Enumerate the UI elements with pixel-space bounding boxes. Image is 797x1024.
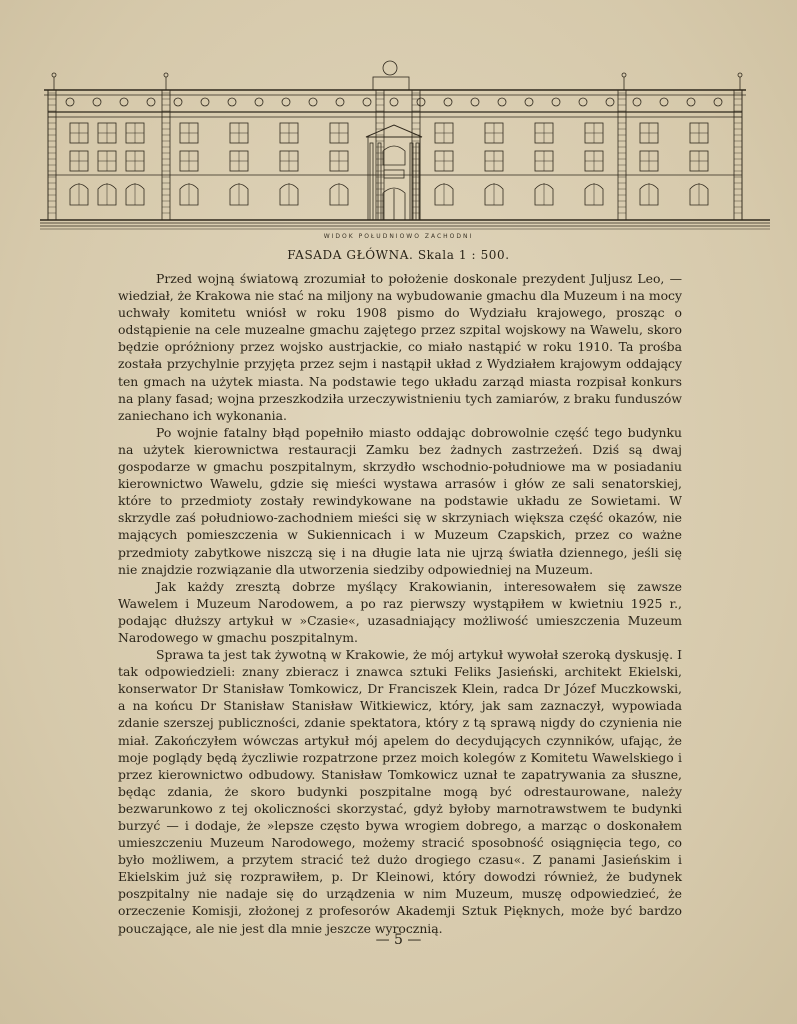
building-facade-drawing [40, 55, 770, 245]
body-text [118, 270, 682, 937]
paragraph: Sprawa ta jest tak żywotną w Krakowie, że mój artykuł wywołał szeroką dyskusję. I tak odpowiedzieli: znany zbieracz i znawca sztuki Feliks Jasieński, architekt Ekielski, konserwator Dr Stanisław Tomkowicz, Dr Franciszek Klein, radca Dr Józef Muczkowski, a na końcu Dr Stanisław Stanisław Witkiewicz, który, jak sam zaznaczył, wypowiada zdanie szerszej publiczności, zdanie spektatora, który z tą sprawą nigdy do czynienia nie miał. Zakończyłem wówczas artykuł mój apelem do decydujących czynników, ufając, że moje poglądy będą życzliwie rozpatrzone przez moich kolegów z Komitetu Wawelskiego i przez kierownictwo odbudowy. Stanisław Tomkowicz uznał te zapatrywania za słuszne, będąc zdania, że skoro budynki poszpitalne mogą być odrestaurowane, należy bezwarunkowo z tej okoliczności skorzystać, gdyż byłoby marnotrawstwem te budynki burzyć — i dodaje, że »lepsze często bywa wrogiem dobrego, a marząc o doskonałem umieszczeniu Muzeum Narodowego, możemy stracić sposobność osiągnięcia tego, co było możliwem, a przytem stracić też dużo drogiego czasu«. Z panami Jasieńskim i Ekielskim już się rozprawiłem, p. Dr Kleinowi, który dowodzi również, że budynek poszpitalny nie nadaje się do urządzenia w nim Muzeum, muszę odpowiedzieć, że orzeczenie Komisji, złożonej z profesorów Akademji Sztuk Pięknych, może być bardzo pouczające, ale nie jest dla mnie jeszcze wyrocznią. [118, 647, 682, 936]
drawing-caption: FASADA GŁÓWNA. Skala 1 : 500. [287, 248, 510, 262]
drawing-subcaption: WIDOK POŁUDNIOWO ZACHODNI [323, 233, 474, 240]
paragraph: Jak każdy zresztą dobrze myślący Krakowianin, interesowałem się zawsze Wawelem i Muzeum Narodowem, a po raz pierwszy wystąpiłem w kwietniu 1925 r., podając dłuższy artykuł w »Czasie«, uzasadniający możliwość umieszczenia Muzeum Narodowego w gmachu poszpitalnym. [118, 578, 682, 645]
page-number: — 5 — [375, 932, 422, 948]
paragraph: Przed wojną światową zrozumiał to położenie doskonale prezydent Juljusz Leo, — wiedział, że Krakowa nie stać na miljony na wybudowanie gmachu dla Muzeum i na mocy uchwały komitetu wniósł w roku 1908 pismo do Wydziału krajowego, prosząc o odstąpienie na cele muzealne gmachu zajętego przez szpital wojskowy na Wawelu, skoro będzie opróżniony przez wojsko austrjackie, co miało nastąpić w roku 1910. Ta prośba została przychylnie przyjęta przez sejm i nastąpił układ z Wydziałem krajowym oddający ten gmach na użytek miasta. Na podstawie tego układu zarząd miasta rozpisał konkurs na plany fasad; wojna przeszkodziła urzeczywistnieniu tych zamiarów, z braku funduszów zaniechano ich wykonania. [118, 271, 682, 423]
paragraph: Po wojnie fatalny błąd popełniło miasto oddając dobrowolnie część tego budynku na użytek kierownictwa restauracji Zamku bez żadnych zastrzeżeń. Dziś są dwaj gospodarze w gmachu poszpitalnym, skrzydło wschodnio-południowe ma w posiadaniu kierownictwo Wawelu, gdzie się mieści wystawa arrasów i głów ze sali senatorskiej, które to przedmioty zostały rewindykowane na podstawie układu ze Sowietami. W skrzydle zaś południowo-zachodniem mieści się w skrzyniach większa część okazów, nie mających pomieszczenia w Sukiennicach i w Muzeum Czapskich, przez co ważne przedmioty zabytkowe niszczą się i na długie lata nie ujrzą światła dziennego, jeśli się nie znajdzie rozwiązanie dla utworzenia siedziby odpowiedniej na Muzeum. [118, 424, 682, 577]
